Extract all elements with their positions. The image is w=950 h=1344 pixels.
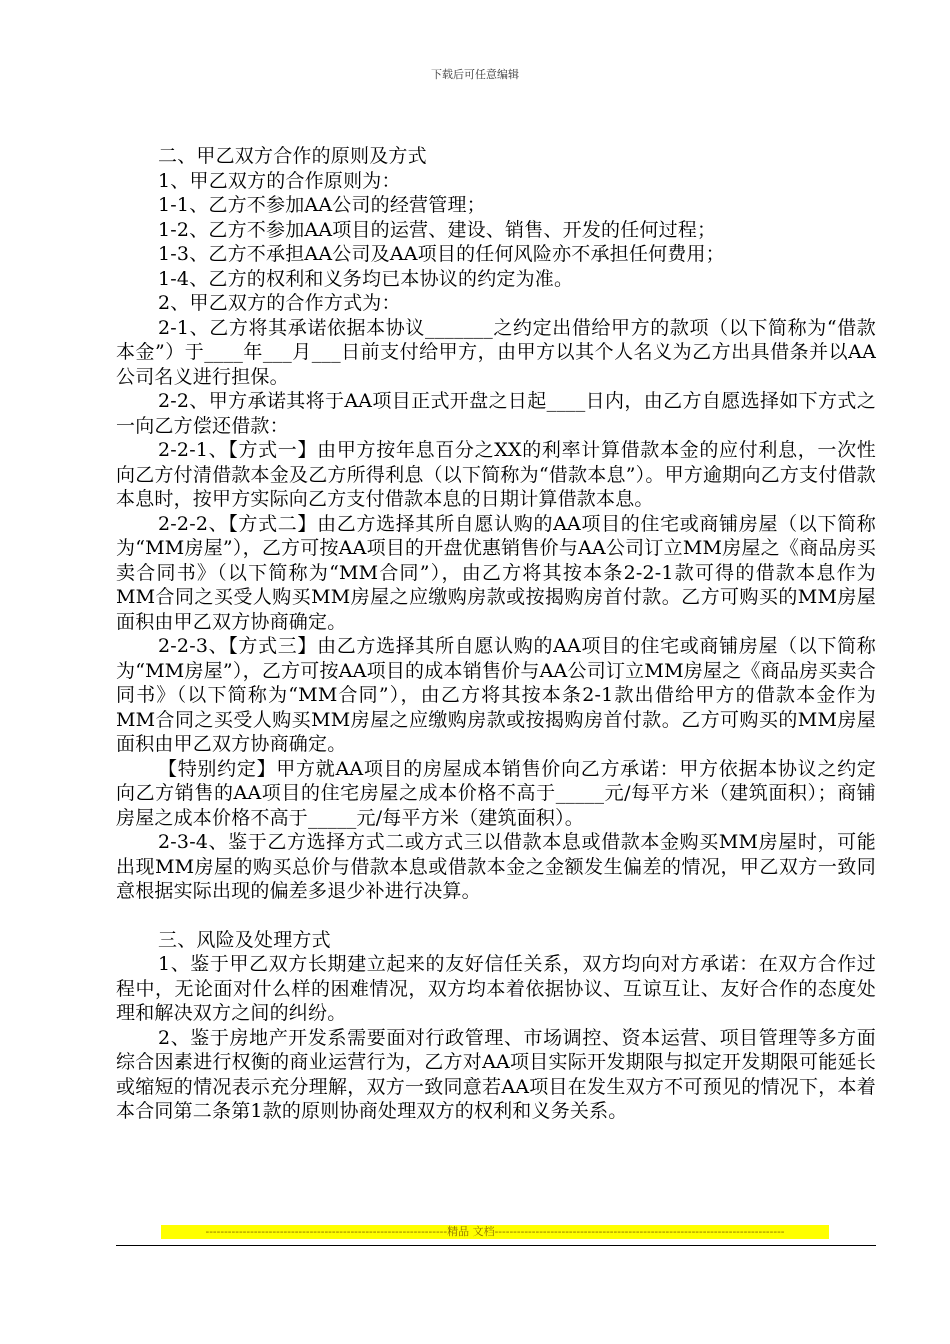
clause-2-3-4: 2-3-4、鉴于乙方选择方式二或方式三以借款本息或借款本金购买MM房屋时，可能出现MM房屋的购买总价与借款本息或借款本金之金额发生偏差的情况，甲乙双方一致同意根据实际出现的偏差多退少补进行决算。 [116,831,876,902]
paragraph-spacer [116,904,876,928]
clause-2-2-2: 2-2-2、【方式二】由乙方选择其所自愿认购的AA项目的住宅或商铺房屋（以下简称为“MM房屋”），乙方可按AA项目的开盘优惠销售价与AA公司订立MM房屋之《商品房买卖合同书》（以下简称为“MM合同”），由乙方将其按本条2-2-1款可得的借款本息作为MM合同之买受人购买MM房屋之应缴购房款或按揭购房首付款。乙方可购买的MM房屋面积由甲乙双方协商确定。 [116,512,876,633]
clause-2-2: 2-2、甲方承诺其将于AA项目正式开盘之日起____日内，由乙方自愿选择如下方式之一向乙方偿还借款： [116,390,876,437]
clause-1-3: 1-3、乙方不承担AA公司及AA项目的任何风险亦不承担任何费用； [158,243,725,265]
clause-2: 2、甲乙双方的合作方式为： [158,292,401,314]
clause-2-2-3: 2-2-3、【方式三】由乙方选择其所自愿认购的AA项目的住宅或商铺房屋（以下简称为“MM房屋”），乙方可按AA项目的成本销售价与AA公司订立MM房屋之《商品房买卖合同书》（以下简称为“MM合同”），由乙方将其按本条2-1款出借给甲方的借款本金作为MM合同之买受人购买MM房屋之应缴购房款或按揭购房首付款。乙方可购买的MM房屋面积由甲乙双方协商确定。 [116,635,876,755]
section-heading-2: 二、甲乙双方合作的原则及方式 [158,145,427,167]
clause-2-2-1: 2-2-1、【方式一】由甲方按年息百分之XX的利率计算借款本金的应付利息，一次性向乙方付清借款本金及乙方所得利息（以下简称为“借款本息”）。甲方逾期向乙方支付借款本息时，按甲方实际向乙方支付借款本息的日期计算借款本息。 [116,439,876,510]
section-heading-3: 三、风险及处理方式 [158,928,331,951]
risk-clause-1: 1、鉴于甲乙双方长期建立起来的友好信任关系，双方均向对方承诺：在双方合作过程中，无论面对什么样的困难情况，双方均本着依据协议、互谅互让、友好合作的态度处理和解决双方之间的纠纷。 [116,953,876,1024]
clause-1-4: 1-4、乙方的权利和义务均已本协议的约定为准。 [158,267,574,290]
special-agreement: 【特别约定】甲方就AA项目的房屋成本销售价向乙方承诺：甲方依据本协议之约定向乙方销售的AA项目的住宅房屋之成本价格不高于_____元/每平方米（建筑面积）；商铺房屋之成本价格不高于_____元/每平方米（建筑面积）。 [116,757,876,829]
clause-1-2: 1-2、乙方不参加AA项目的运营、建设、销售、开发的任何过程； [158,218,717,241]
page-header-note: 下载后可任意编辑 [431,68,519,81]
document-body [116,144,876,1124]
clause-1: 1、甲乙双方的合作原则为： [158,169,401,192]
footer-divider [116,1245,876,1246]
clause-2-1: 2-1、乙方将其承诺依据本协议_______之约定出借给甲方的款项（以下简称为“借款本金”）于____年___月___日前支付给甲方，由甲方以其个人名义为乙方出具借条并以AA公司名义进行担保。 [116,316,876,388]
clause-1-1: 1-1、乙方不参加AA公司的经营管理； [158,194,486,216]
footer-highlight-label: -----------------------------------------------------------------精品 文档------------------------------------------------------------------------------ [161,1225,829,1239]
risk-clause-2: 2、鉴于房地产开发系需要面对行政管理、市场调控、资本运营、项目管理等多方面综合因素进行权衡的商业运营行为，乙方对AA项目实际开发期限与拟定开发期限可能延长或缩短的情况表示充分理解，双方一致同意若AA项目在发生双方不可预见的情况下，本着本合同第二条第1款的原则协商处理双方的权利和义务关系。 [116,1026,876,1122]
